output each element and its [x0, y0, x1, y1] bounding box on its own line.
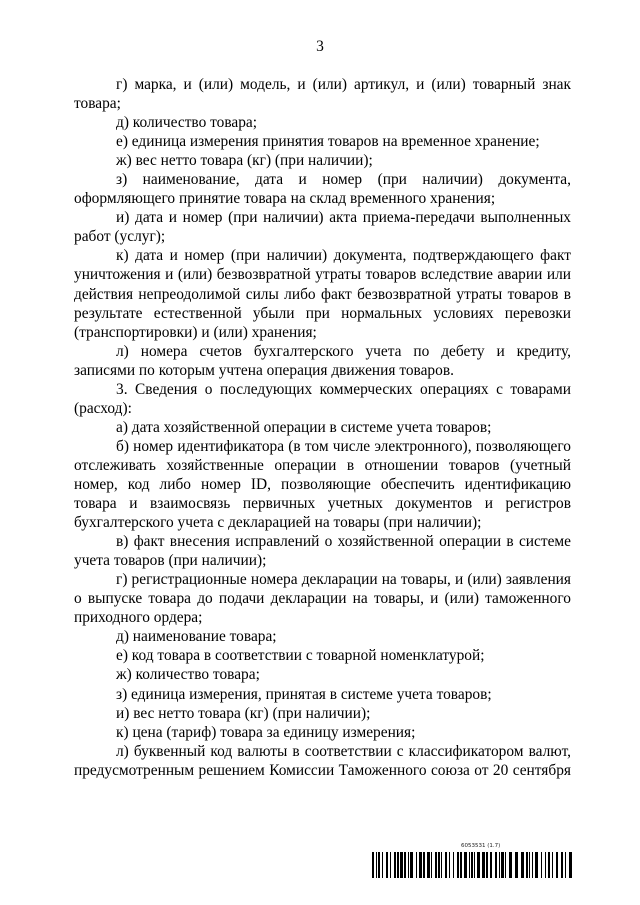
- document-code: 6053531 (1.7): [461, 843, 501, 849]
- paragraph: 3. Сведения о последующих коммерческих операциях с товарами (расход):: [74, 380, 571, 417]
- paragraph: з) наименование, дата и номер (при наличии) документа, оформляющего принятие товара на склад временного хранения;: [74, 171, 571, 208]
- paragraph: к) дата и номер (при наличии) документа, подтверждающего факт уничтожения и (или) безвозвратной утраты товаров вследствие аварии или действия непреодолимой силы либо факт безвозвратной утраты товаров в результате естественной убыли при нормальных условиях перевозки (транспортировки) и (или) хранения;: [74, 247, 571, 341]
- paragraph: л) буквенный код валюты в соответствии с классификатором валют, предусмотренным решением Комиссии Таможенного союза от 20 сентября: [74, 742, 571, 779]
- paragraph: в) факт внесения исправлений о хозяйственной операции в системе учета товаров (при наличии);: [74, 533, 571, 570]
- paragraph: ж) вес нетто товара (кг) (при наличии);: [116, 152, 373, 170]
- paragraph: а) дата хозяйственной операции в системе учета товаров;: [116, 418, 492, 436]
- paragraph: ж) количество товара;: [116, 666, 260, 684]
- paragraph: д) наименование товара;: [116, 628, 277, 646]
- page-number: 3: [316, 38, 324, 55]
- paragraph: л) номера счетов бухгалтерского учета по дебету и кредиту, записями по которым учтена операция движения товаров.: [74, 342, 571, 379]
- paragraph: и) вес нетто товара (кг) (при наличии);: [116, 704, 371, 722]
- paragraph: и) дата и номер (при наличии) акта приема-передачи выполненных работ (услуг);: [74, 209, 571, 246]
- paragraph: е) код товара в соответствии с товарной номенклатурой;: [116, 647, 485, 665]
- paragraph: е) единица измерения принятия товаров на временное хранение;: [116, 133, 540, 151]
- paragraph: б) номер идентификатора (в том числе электронного), позволяющего отслеживать хозяйственные операции в отношении товаров (учетный номер, код либо номер ID, позволяющие обеспечить идентификацию товара и взаимосвязь первичных учетных документов и регистров бухгалтерского учета с декларацией на товары (при наличии);: [74, 437, 571, 532]
- paragraph: д) количество товара;: [116, 114, 258, 132]
- paragraph: г) регистрационные номера декларации на товары, и (или) заявления о выпуске товара до подачи декларации на товары, и (или) таможенного приходного ордера;: [74, 571, 571, 627]
- paragraph: к) цена (тариф) товара за единицу измерения;: [116, 723, 416, 741]
- paragraph: з) единица измерения, принятая в системе учета товаров;: [116, 685, 492, 703]
- document-body: [74, 75, 571, 780]
- barcode: [372, 852, 573, 878]
- paragraph: г) марка, и (или) модель, и (или) артикул, и (или) товарный знак товара;: [74, 76, 571, 113]
